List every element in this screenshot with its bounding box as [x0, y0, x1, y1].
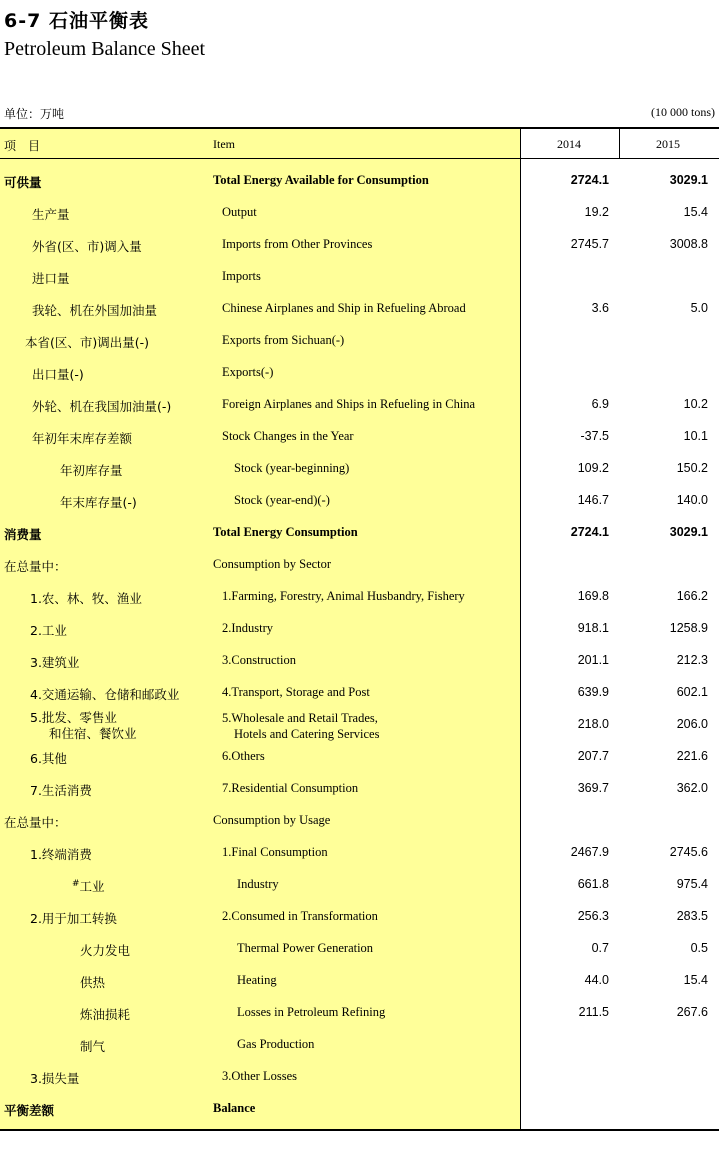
- row-label-cn: [60, 461, 123, 479]
- value-2015: 140.0: [676, 493, 708, 507]
- row-label-cn: [30, 589, 142, 607]
- row-label-en: [222, 237, 372, 252]
- row-label-cn: [32, 237, 142, 255]
- row-label-cn: [30, 845, 92, 863]
- row-label-cn: [30, 621, 67, 639]
- row-label-en: [237, 1037, 314, 1052]
- row-label-cn: [30, 685, 179, 703]
- row-label-en: [234, 493, 330, 508]
- row-label-en: [222, 301, 466, 316]
- table-row: [0, 933, 719, 965]
- row-label-cn-text: 在总量中：: [4, 559, 67, 574]
- row-label-cn-text: 进口量: [32, 271, 70, 286]
- row-label-cn: [4, 173, 42, 191]
- value-2015: 212.3: [676, 653, 708, 667]
- value-2015: 267.6: [676, 1005, 708, 1019]
- row-label-cn: [32, 205, 70, 223]
- row-label-cn-text: 消费量: [4, 527, 42, 542]
- table-top-rule: [0, 127, 719, 129]
- table-row: [0, 325, 719, 357]
- row-label-cn-text: 3.损失量: [30, 1071, 80, 1086]
- row-label-en-text: Imports: [222, 269, 261, 283]
- value-2015: 10.2: [683, 397, 708, 411]
- row-label-en: [237, 973, 277, 988]
- row-label-en: [213, 1101, 255, 1116]
- column-divider-years: [619, 128, 620, 158]
- row-label-en: [213, 525, 358, 540]
- value-2014: 146.7: [577, 493, 609, 507]
- row-label-cn-text: 可供量: [4, 175, 42, 190]
- row-label-cn-text: 火力发电: [80, 943, 131, 958]
- value-2014: 3.6: [591, 301, 609, 315]
- row-label-cn: [30, 909, 117, 927]
- row-label-en: [222, 653, 296, 668]
- table-row: [0, 709, 719, 741]
- row-label-cn-line2: 和住宿、餐饮业: [49, 726, 137, 741]
- row-label-en-text: Exports from Sichuan(-): [222, 333, 345, 347]
- value-2015: 2745.6: [669, 845, 708, 859]
- row-label-en: [222, 781, 358, 796]
- table-row: [0, 677, 719, 709]
- table-row: [0, 1093, 719, 1125]
- value-2014: 44.0: [584, 973, 609, 987]
- value-2014: 211.5: [578, 1005, 609, 1019]
- row-label-en: [222, 845, 328, 860]
- table-row: [0, 389, 719, 421]
- row-label-cn: [80, 1037, 105, 1055]
- row-label-cn-text: 4.交通运输、仓储和邮政业: [30, 687, 180, 702]
- row-label-en-text: Chinese Airplanes and Ship in Refueling Abroad: [222, 301, 466, 315]
- row-label-cn-text: 供热: [80, 975, 106, 990]
- table-row: [0, 581, 719, 613]
- row-label-cn-text: 1.终端消费: [30, 847, 92, 862]
- row-label-cn-text: 7.生活消费: [30, 783, 92, 798]
- value-2014: 207.7: [577, 749, 609, 763]
- row-label-en-text: Heating: [237, 973, 277, 987]
- row-label-cn-text: 外轮、机在我国加油量(-): [32, 399, 172, 414]
- row-label-en-text: Exports(-): [222, 365, 274, 379]
- header-year-2014: 2014: [557, 137, 581, 151]
- page-title-en: Petroleum Balance Sheet: [4, 38, 206, 60]
- row-label-en: [222, 429, 354, 444]
- value-2015: 166.2: [676, 589, 708, 603]
- row-label-cn: [4, 525, 42, 543]
- row-label-cn: [4, 1101, 54, 1119]
- row-label-cn-text: 年末库存量(-): [60, 495, 137, 510]
- row-label-cn-text: 出口量(-): [32, 367, 84, 382]
- value-2014: 109.2: [577, 461, 609, 475]
- value-2015: 3029.1: [669, 173, 708, 187]
- table-row: [0, 549, 719, 581]
- value-2014: 639.9: [577, 685, 609, 699]
- header-item-en: Item: [213, 137, 235, 151]
- table-row: [0, 869, 719, 901]
- row-label-en-text: Stock (year-beginning): [234, 461, 350, 475]
- row-label-cn: [80, 973, 105, 991]
- row-label-en-text: 3.Other Losses: [222, 1069, 297, 1083]
- row-label-cn: [32, 365, 84, 383]
- row-label-cn: [30, 749, 67, 767]
- value-2014: 661.8: [577, 877, 609, 891]
- row-label-en-text: 6.Others: [222, 749, 265, 763]
- value-2014: 201.1: [577, 653, 609, 667]
- value-2014: 0.7: [591, 941, 609, 955]
- row-label-en: [213, 557, 331, 572]
- value-2015: 1258.9: [669, 621, 708, 635]
- value-2014: 369.7: [577, 781, 609, 795]
- value-2015: 15.4: [683, 205, 708, 219]
- row-label-cn: [30, 710, 137, 742]
- row-label-en-text: Foreign Airplanes and Ships in Refueling in China: [222, 397, 476, 411]
- value-2015: 206.0: [676, 717, 708, 731]
- row-label-en-text: Thermal Power Generation: [237, 941, 374, 955]
- row-label-en: [222, 710, 379, 742]
- row-label-cn: [25, 333, 149, 351]
- row-label-en-text: Total Energy Available for Consumption: [213, 173, 429, 187]
- value-2014: 2724.1: [570, 173, 609, 187]
- row-label-en-text: Balance: [213, 1101, 256, 1115]
- row-label-en: [222, 749, 265, 764]
- row-label-cn-text: 3.建筑业: [30, 655, 80, 670]
- table-row: [0, 293, 719, 325]
- value-2015: 975.4: [676, 877, 708, 891]
- row-label-cn: [32, 301, 157, 319]
- table-row: [0, 357, 719, 389]
- row-label-en-text: 4.Transport, Storage and Post: [222, 685, 370, 699]
- table-row: [0, 517, 719, 549]
- table-row: [0, 901, 719, 933]
- row-label-en-text: 3.Construction: [222, 653, 296, 667]
- table-row: [0, 613, 719, 645]
- value-2015: 221.6: [676, 749, 708, 763]
- row-label-en: [222, 621, 273, 636]
- row-label-cn: [80, 941, 130, 959]
- row-label-en-text: Output: [222, 205, 257, 219]
- value-2014: 918.1: [577, 621, 609, 635]
- value-2014: 2745.7: [570, 237, 609, 251]
- row-label-en-text: Consumption by Sector: [213, 557, 332, 571]
- row-label-en-text: 1.Farming, Forestry, Animal Husbandry, Fishery: [222, 589, 465, 603]
- row-label-cn-text: 2.用于加工转换: [30, 911, 117, 926]
- value-2015: 10.1: [683, 429, 708, 443]
- value-2014: 2724.1: [570, 525, 609, 539]
- row-label-en: [222, 397, 475, 412]
- row-label-cn-text: 本省(区、市)调出量(-): [25, 335, 150, 350]
- value-2014: 6.9: [591, 397, 609, 411]
- row-label-cn-text: 外省(区、市)调入量: [32, 239, 142, 254]
- row-label-en-text: Imports from Other Provinces: [222, 237, 373, 251]
- table-row: [0, 997, 719, 1029]
- value-2015: 3029.1: [669, 525, 708, 539]
- row-label-cn: [72, 877, 105, 895]
- row-label-en-text: 5.Wholesale and Retail Trades,: [222, 711, 378, 725]
- header-item-cn: 项 目: [4, 139, 41, 153]
- row-label-en: [222, 685, 370, 700]
- row-label-en: [222, 589, 465, 604]
- row-label-cn-text: 生产量: [32, 207, 70, 222]
- value-2015: 5.0: [690, 301, 708, 315]
- table-row: [0, 805, 719, 837]
- row-label-cn: [32, 429, 132, 447]
- row-label-cn: [30, 781, 92, 799]
- row-label-cn-text: 6.其他: [30, 751, 67, 766]
- table-row: [0, 485, 719, 517]
- row-label-cn-text: 在总量中：: [4, 815, 67, 830]
- row-label-en-text: 7.Residential Consumption: [222, 781, 359, 795]
- table-row: [0, 965, 719, 997]
- header-bottom-rule: [0, 158, 719, 159]
- row-label-en: [234, 461, 349, 476]
- value-2014: 169.8: [577, 589, 609, 603]
- value-2015: 3008.8: [669, 237, 708, 251]
- row-label-en: [237, 1005, 385, 1020]
- table-row: [0, 1029, 719, 1061]
- row-label-en-line2: Hotels and Catering Services: [234, 727, 380, 741]
- table-row: [0, 1061, 719, 1093]
- value-2014: 2467.9: [570, 845, 609, 859]
- row-label-cn-text: 5.批发、零售业: [30, 710, 117, 725]
- table-row: [0, 773, 719, 805]
- table-row: [0, 421, 719, 453]
- row-label-en-text: Stock (year-end)(-): [234, 493, 330, 507]
- footnote-mark: #: [72, 878, 80, 889]
- row-label-en-text: 2.Consumed in Transformation: [222, 909, 378, 923]
- row-label-cn-text: 年初库存量: [60, 463, 123, 478]
- header-year-2015: 2015: [656, 137, 680, 151]
- row-label-cn: [60, 493, 137, 511]
- row-label-cn-text: 我轮、机在外国加油量: [32, 303, 158, 318]
- table-row: [0, 197, 719, 229]
- unit-label-en: (10 000 tons): [651, 105, 715, 119]
- row-label-cn-text: 工业: [79, 879, 105, 894]
- value-2014: 256.3: [577, 909, 609, 923]
- row-label-en-text: Consumption by Usage: [213, 813, 331, 827]
- table-bottom-rule: [0, 1129, 719, 1131]
- row-label-en-text: Total Energy Consumption: [213, 525, 358, 539]
- row-label-en: [213, 173, 429, 188]
- row-label-cn: [30, 653, 79, 671]
- row-label-cn: [32, 397, 171, 415]
- row-label-en-text: Stock Changes in the Year: [222, 429, 354, 443]
- row-label-cn: [32, 269, 70, 287]
- table-row: [0, 837, 719, 869]
- unit-label-cn: 单位：万吨: [4, 107, 65, 121]
- value-2015: 283.5: [676, 909, 708, 923]
- row-label-en: [222, 909, 378, 924]
- row-label-en-text: 2.Industry: [222, 621, 274, 635]
- row-label-cn-text: 2.工业: [30, 623, 67, 638]
- row-label-en: [237, 877, 279, 892]
- row-label-en-text: Gas Production: [237, 1037, 315, 1051]
- row-label-cn: [4, 557, 67, 575]
- row-label-en-text: Losses in Petroleum Refining: [237, 1005, 386, 1019]
- row-label-cn-text: 炼油损耗: [80, 1007, 131, 1022]
- value-2014: 19.2: [584, 205, 609, 219]
- row-label-cn: [80, 1005, 130, 1023]
- row-label-en: [237, 941, 373, 956]
- row-label-en: [222, 1069, 297, 1084]
- table-row: [0, 741, 719, 773]
- value-2014: -37.5: [580, 429, 609, 443]
- row-label-cn-text: 制气: [80, 1039, 106, 1054]
- row-label-cn-text: 平衡差额: [4, 1103, 55, 1118]
- row-label-cn: [4, 813, 67, 831]
- table-row: [0, 645, 719, 677]
- row-label-en-text: Industry: [237, 877, 279, 891]
- row-label-en: [222, 365, 273, 380]
- value-2014: 218.0: [577, 717, 609, 731]
- table-row: [0, 261, 719, 293]
- table-row: [0, 453, 719, 485]
- row-label-cn: [30, 1069, 79, 1087]
- row-label-en: [222, 205, 257, 220]
- row-label-en: [222, 269, 261, 284]
- table-row: [0, 165, 719, 197]
- value-2015: 0.5: [690, 941, 708, 955]
- row-label-cn-text: 年初年末库存差额: [32, 431, 133, 446]
- row-label-en: [222, 333, 344, 348]
- value-2015: 15.4: [683, 973, 708, 987]
- value-2015: 150.2: [676, 461, 708, 475]
- row-label-en: [213, 813, 330, 828]
- row-label-en-text: 1.Final Consumption: [222, 845, 328, 859]
- value-2015: 602.1: [676, 685, 708, 699]
- row-label-cn-text: 1.农、林、牧、渔业: [30, 591, 142, 606]
- value-2015: 362.0: [676, 781, 708, 795]
- page-title-cn: 6-7 石油平衡表: [4, 10, 149, 32]
- table-row: [0, 229, 719, 261]
